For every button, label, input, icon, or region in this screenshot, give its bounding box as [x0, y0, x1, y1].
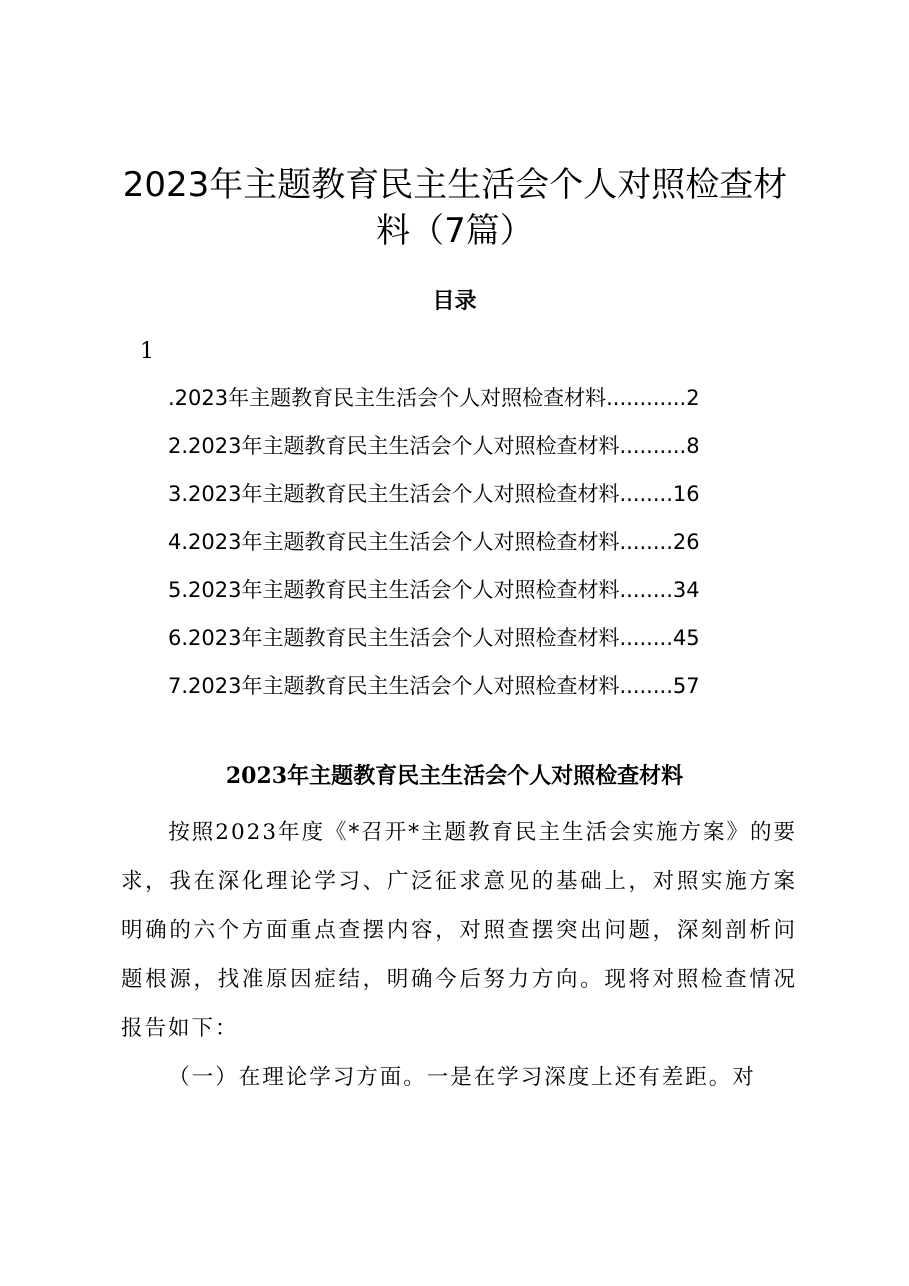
table-of-contents [168, 380, 768, 716]
toc-item-3[interactable]: 3.2023年主题教育民主生活会个人对照检查材料........16 [168, 482, 700, 506]
toc-item-5[interactable]: 5.2023年主题教育民主生活会个人对照检查材料........34 [168, 578, 700, 602]
body-text [121, 808, 797, 1102]
document-title: 2023年主题教育民主生活会个人对照检查材料（7篇） [122, 165, 788, 251]
toc-item-6[interactable]: 6.2023年主题教育民主生活会个人对照检查材料........45 [168, 626, 700, 650]
toc-item-4[interactable]: 4.2023年主题教育民主生活会个人对照检查材料........26 [168, 530, 700, 554]
section-title: 2023年主题教育民主生活会个人对照检查材料 [225, 763, 684, 789]
toc-item-1[interactable]: .2023年主题教育民主生活会个人对照检查材料............2 [168, 386, 700, 410]
toc-item-2[interactable]: 2.2023年主题教育民主生活会个人对照检查材料..........8 [168, 434, 700, 458]
toc-heading: 目录 [432, 288, 477, 314]
paragraph-theory-study: （一）在理论学习方面。一是在学习深度上还有差距。对 [168, 1065, 756, 1090]
paragraph-intro: 按照2023年度《*召开*主题教育民主生活会实施方案》的要求，我在深化理论学习、广泛征求意见的基础上，对照实施方案明确的六个方面重点查摆内容，对照查摆突出问题，深刻剖析问题根源，找准原因症结，明确今后努力方向。现将对照检查情况报告如下： [121, 820, 798, 1041]
toc-item-7[interactable]: 7.2023年主题教育民主生活会个人对照检查材料........57 [168, 674, 700, 698]
toc-page-number: 1 [140, 339, 154, 364]
